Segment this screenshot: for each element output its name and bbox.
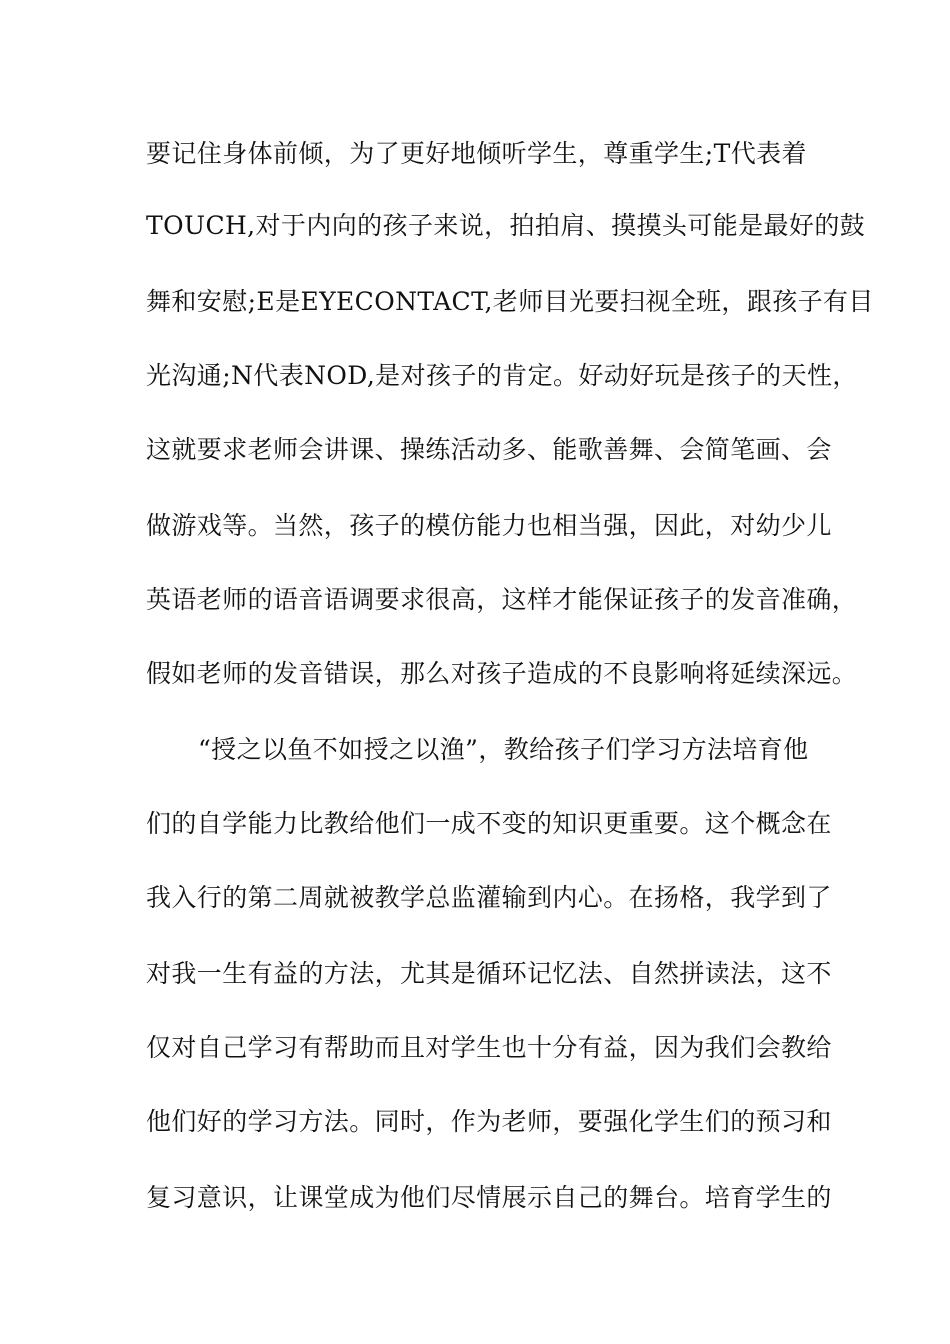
text-line: 假如老师的发音错误，那么对孩子造成的不良影响将延续深远。 [146,659,858,688]
text-line: 们的自学能力比教给他们一成不变的知识更重要。这个概念在 [146,809,832,838]
text-line: 光沟通;N代表NOD,是对孩子的肯定。好动好玩是孩子的天性， [146,361,858,390]
text-line: 要记住身体前倾，为了更好地倾听学生，尊重学生;T代表着 [146,139,807,168]
text-line: 这就要求老师会讲课、操练活动多、能歌善舞、会简笔画、会 [146,435,832,464]
text-line: 仅对自己学习有帮助而且对学生也十分有益，因为我们会教给 [146,1033,832,1062]
text-line: 对我一生有益的方法，尤其是循环记忆法、自然拼读法，这不 [146,959,832,988]
paragraph-first-line: “授之以鱼不如授之以渔”，教给孩子们学习方法培育他 [198,735,809,764]
text-line: 他们好的学习方法。同时，作为老师，要强化学生们的预习和 [146,1107,832,1136]
text-line: 做游戏等。当然，孩子的模仿能力也相当强，因此，对幼少儿 [146,511,832,540]
text-line: 复习意识，让课堂成为他们尽情展示自己的舞台。培育学生的 [146,1183,832,1212]
text-line: 我入行的第二周就被教学总监灌输到内心。在扬格，我学到了 [146,883,832,912]
text-line: 舞和安慰;E是EYECONTACT,老师目光要扫视全班，跟孩子有目 [146,287,874,316]
text-line: TOUCH,对于内向的孩子来说，拍拍肩、摸摸头可能是最好的鼓 [146,211,866,240]
text-line: 英语老师的语音语调要求很高，这样才能保证孩子的发音准确， [146,585,858,614]
